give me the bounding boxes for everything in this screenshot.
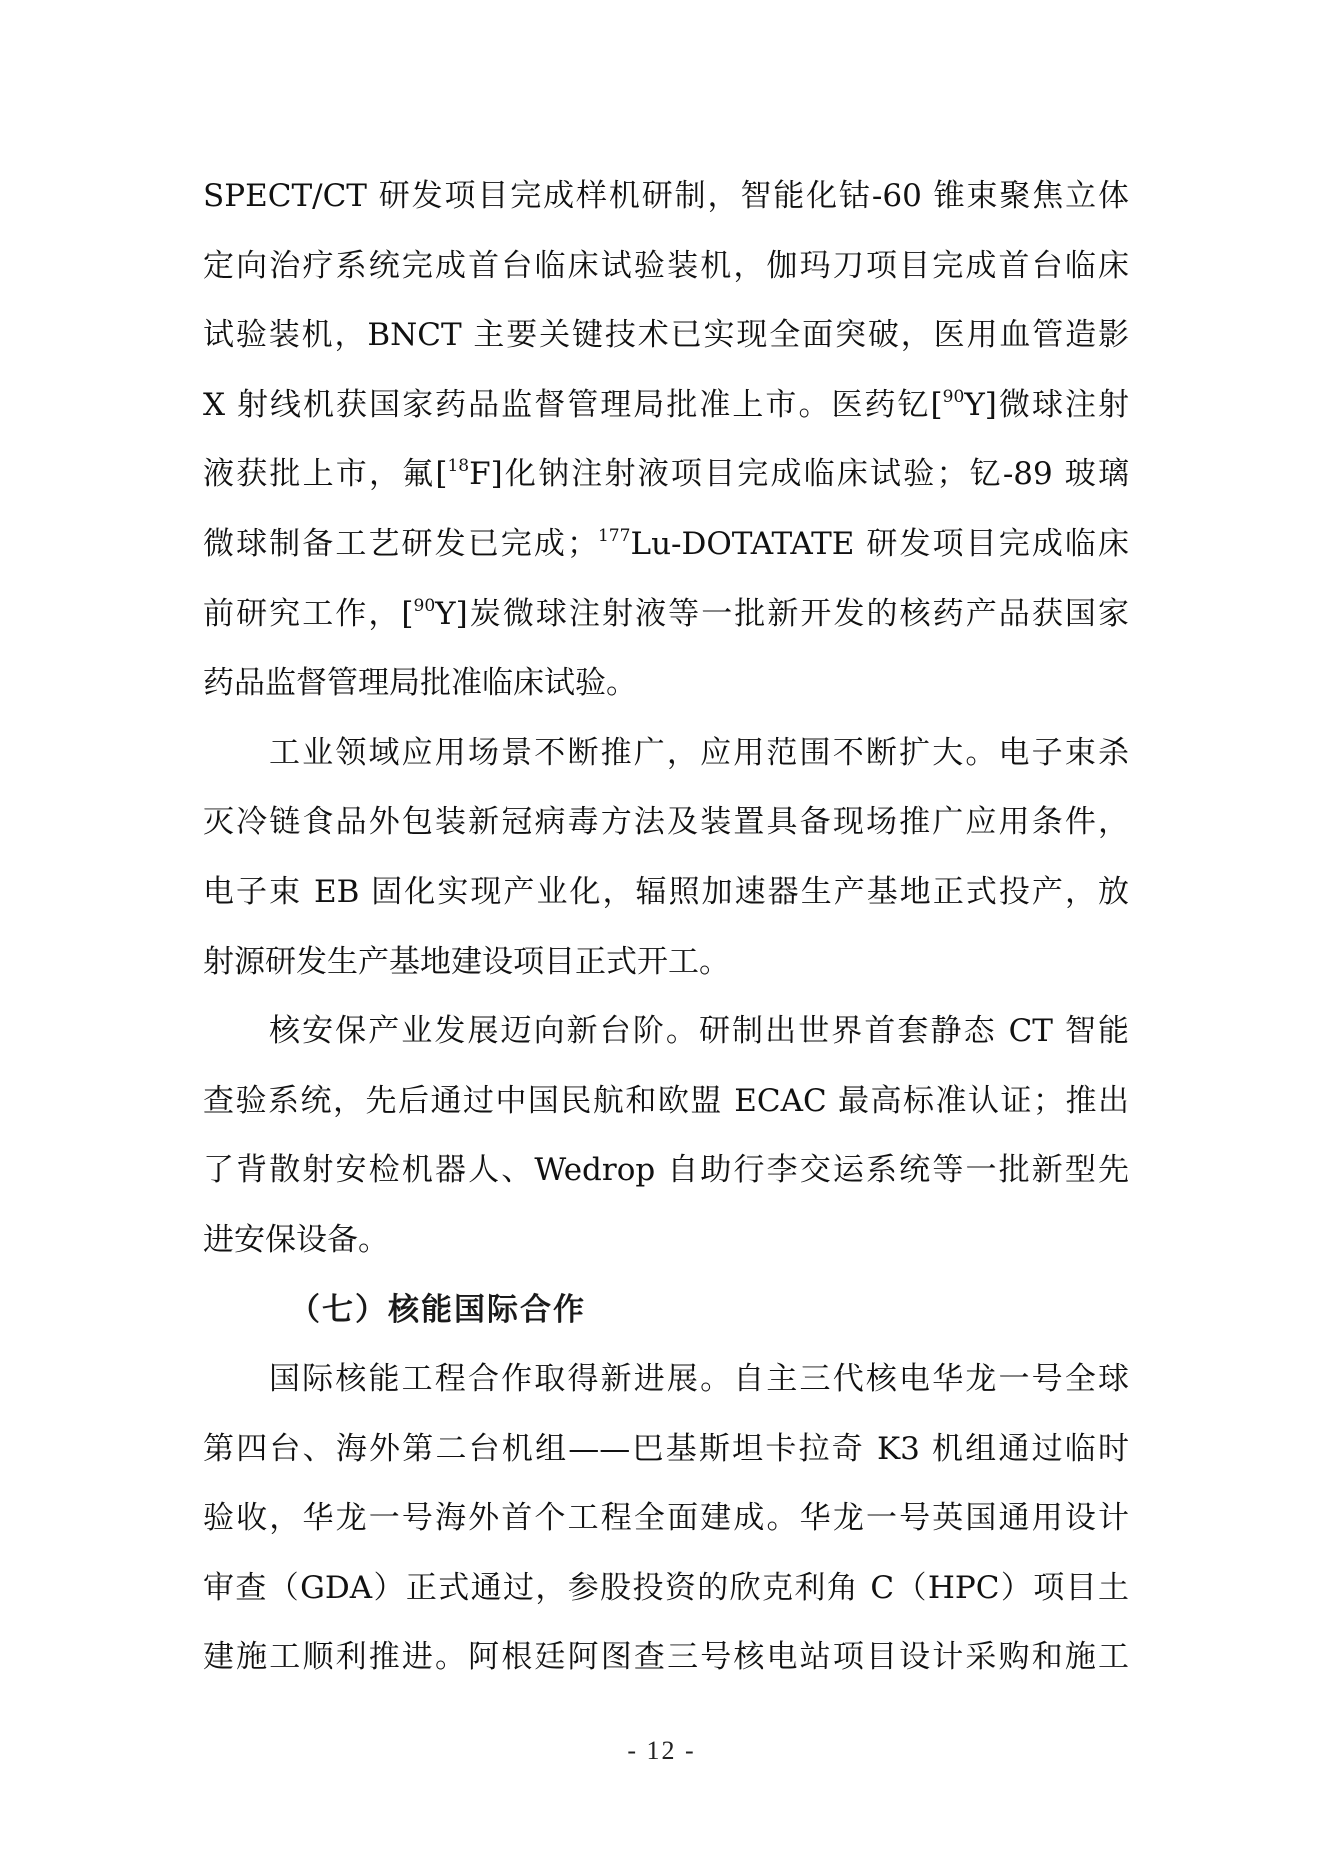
isotope-superscript: 90 [413,595,436,616]
text-line: 第四台、海外第二台机组——巴基斯坦卡拉奇 K3 机组通过临时 [203,1430,1129,1467]
text-line: 了背散射安检机器人、Wedrop 自助行李交运系统等一批新型先 [203,1152,1129,1189]
text-line: 进安保设备。 [203,1221,389,1258]
text-line: 试验装机，BNCT 主要关键技术已实现全面突破，医用血管造影 [203,317,1129,354]
text-line: 审查（GDA）正式通过，参股投资的欣克利角 C（HPC）项目土 [203,1569,1129,1606]
isotope-superscript: 177 [597,526,631,547]
text-line: 核安保产业发展迈向新台阶。研制出世界首套静态 CT 智能 [269,1013,1129,1050]
text-line: 药品监督管理局批准临床试验。 [203,665,637,702]
text-line: 建施工顺利推进。阿根廷阿图查三号核电站项目设计采购和施工 [203,1639,1129,1676]
text-line: SPECT/CT 研发项目完成样机研制，智能化钴-60 锥束聚焦立体 [203,178,1129,214]
section-heading [203,1280,1129,1350]
text-line: 定向治疗系统完成首台临床试验装机，伽玛刀项目完成首台临床 [203,247,1129,284]
paragraph [203,723,1129,1001]
paragraph [203,166,1129,723]
text-line: 前研究工作，[$^{90}$Y]炭微球注射液等一批新开发的核药产品获国家 [203,595,1129,632]
text-line: X 射线机获国家药品监督管理局批准上市。医药钇[$^{90}$Y]微球注射 [203,386,1130,423]
text-line: 射源研发生产基地建设项目正式开工。 [203,943,730,980]
text-line: 验收，华龙一号海外首个工程全面建成。华龙一号英国通用设计 [203,1500,1129,1537]
paragraph [203,1349,1129,1697]
page-number: - 12 - [627,1736,696,1765]
text-line: （七）核能国际合作 [289,1291,586,1328]
text-line: 电子束 EB 固化实现产业化，辐照加速器生产基地正式投产，放 [203,873,1129,910]
text-line: 查验系统，先后通过中国民航和欧盟 ECAC 最高标准认证；推出 [203,1082,1129,1119]
paragraph [203,1001,1129,1279]
text-line: 微球制备工艺研发已完成；$^{177}$Lu-DOTATATE 研发项目完成临床 [203,525,1129,562]
text-line: 国际核能工程合作取得新进展。自主三代核电华龙一号全球 [269,1361,1129,1398]
text-line: 液获批上市，氟[$^{18}$F]化钠注射液项目完成临床试验；钇-89 玻璃 [203,456,1129,493]
isotope-superscript: 18 [447,456,470,477]
document-body [203,166,1129,1697]
text-line: 灭冷链食品外包装新冠病毒方法及装置具备现场推广应用条件， [203,804,1129,841]
isotope-superscript: 90 [942,387,965,407]
text-line: 工业领域应用场景不断推广，应用范围不断扩大。电子束杀 [269,734,1129,771]
